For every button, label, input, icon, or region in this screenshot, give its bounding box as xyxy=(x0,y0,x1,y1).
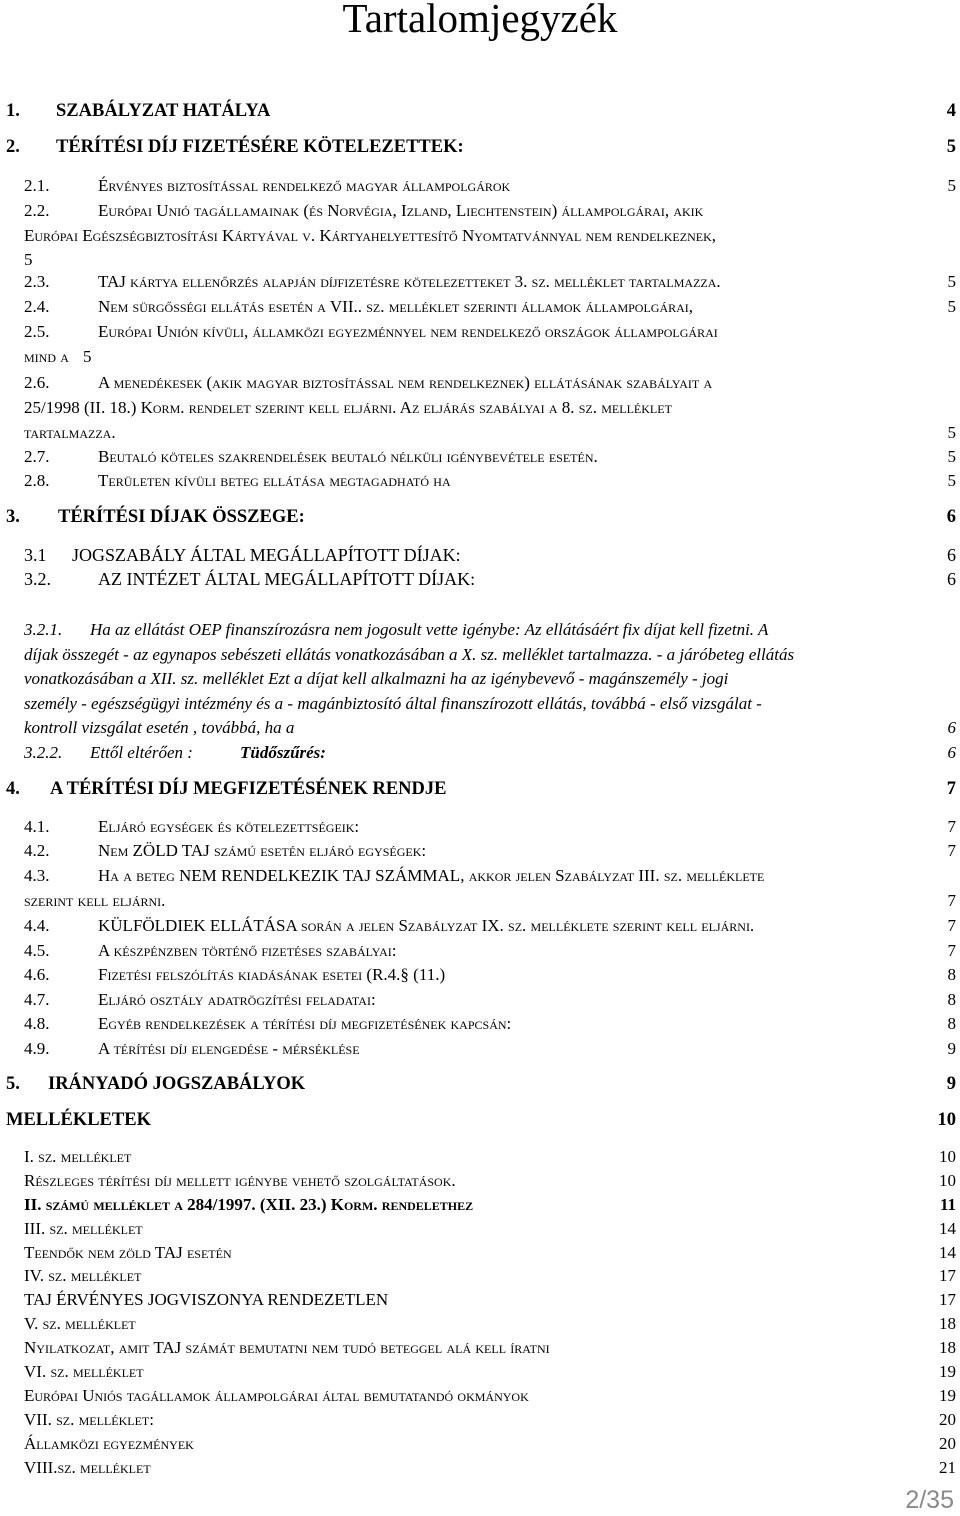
toc-entry-number: 2.6. xyxy=(24,373,50,392)
toc-entry-page: 5 xyxy=(24,250,33,269)
toc-entry-continuation: Európai Egészségbiztosítási Kártyával v. Kártyahelyettesítő Nyomtatvánnyal nem rendelkeznek, xyxy=(24,226,716,245)
toc-entry-title: TAJ kártya ellenőrzés alapján díjfizetésre kötelezetteket 3. sz. melléklet tartalmazza. xyxy=(98,272,721,291)
toc-entry-page: 9 xyxy=(947,1039,956,1058)
toc-entry-number: 4.4. xyxy=(24,916,50,935)
toc-entry-title: IRÁNYADÓ JOGSZABÁLYOK xyxy=(48,1074,306,1094)
toc-entry-continuation: vonatkozásában a XII. sz. melléklet Ezt a díjat kell alkalmazni ha az igénybevevő - magánszemély - jogi xyxy=(24,669,729,688)
toc-entry-number: 3.2.1. xyxy=(24,620,63,639)
toc-entry-page: 14 xyxy=(939,1243,956,1262)
toc-entry-title: Európai Unió tagállamainak (és Norvégia, Izland, Liechtenstein) állampolgárai, akik xyxy=(98,201,704,220)
toc-entry-page: 9 xyxy=(946,1074,956,1094)
toc-entry-title: JOGSZABÁLY ÁLTAL MEGÁLLAPÍTOTT DÍJAK: xyxy=(72,545,461,565)
toc-entry-page: 17 xyxy=(939,1266,956,1285)
toc-entry-page: 6 xyxy=(947,718,956,737)
toc-entry-title: Ettől eltérően : xyxy=(90,743,193,762)
toc-entry-number: 4.7. xyxy=(24,990,50,1009)
toc-entry-title: MELLÉKLETEK xyxy=(6,1110,151,1130)
toc-entry-page: 5 xyxy=(947,272,956,291)
toc-entry-page: 5 xyxy=(946,137,956,157)
toc-entry-number: 3.2.2. xyxy=(24,743,63,762)
toc-entry-title: AZ INTÉZET ÁLTAL MEGÁLLAPÍTOTT DÍJAK: xyxy=(98,569,476,589)
toc-entry-title: Eljáró osztály adatrögzítési feladatai: xyxy=(98,990,376,1009)
toc-entry-page: 8 xyxy=(947,1014,956,1033)
toc-entry-continuation: díjak összegét - az egynapos sebészeti ellátás vonatkozásában a X. sz. melléklet tartalmazza. - a járóbeteg ellátás xyxy=(24,645,795,664)
toc-entry-page: 5 xyxy=(947,447,956,466)
toc-entry-number: 2. xyxy=(6,137,20,157)
toc-entry-title: Nyilatkozat, amit TAJ számát bemutatni nem tudó beteggel alá kell íratni xyxy=(24,1338,550,1357)
toc-entry-page: 20 xyxy=(939,1434,956,1453)
toc-entry-page: 6 xyxy=(947,545,956,565)
toc-entry-number: 2.3. xyxy=(24,272,50,291)
toc-entry-number: 2.5. xyxy=(24,322,50,341)
toc-entry-title: III. sz. melléklet xyxy=(24,1219,143,1238)
toc-entry-number: 3. xyxy=(6,507,20,527)
toc-entry-number: 4. xyxy=(6,779,20,799)
toc-entry-page: 6 xyxy=(946,507,956,527)
toc-entry-number: 2.1. xyxy=(24,176,50,195)
toc-entry-emphasis: Tüdőszűrés: xyxy=(240,743,326,762)
toc-entry-number: 5. xyxy=(6,1074,20,1094)
toc-entry-title: Fizetési felszólítás kiadásának esetei (R.4.§ (11.) xyxy=(98,965,446,984)
toc-entry-title: A TÉRÍTÉSI DÍJ MEGFIZETÉSÉNEK RENDJE xyxy=(50,779,447,799)
toc-entry-title: Beutaló köteles szakrendelések beutaló nélküli igénybevétele esetén. xyxy=(98,447,598,466)
toc-entry-number: 4.3. xyxy=(24,866,50,885)
toc-entry-continuation: 25/1998 (II. 18.) Korm. rendelet szerint kell eljárni. Az eljárás szabályai a 8. sz. melléklet xyxy=(24,398,672,417)
toc-entry-page: 10 xyxy=(939,1147,956,1166)
toc-entry-title: TÉRÍTÉSI DÍJ FIZETÉSÉRE KÖTELEZETTEK: xyxy=(56,137,464,157)
toc-entry-page: 8 xyxy=(947,990,956,1009)
toc-entry-page: 7 xyxy=(947,817,956,836)
toc-entry-title: Ha a beteg NEM RENDELKEZIK TAJ SZÁMMAL, akkor jelen Szabályzat III. sz. melléklete xyxy=(98,866,765,885)
toc-entry-page: 19 xyxy=(939,1386,956,1405)
toc-entry-title: VII. sz. melléklet: xyxy=(24,1410,154,1429)
toc-entry-title: Teendők nem zöld TAJ esetén xyxy=(24,1243,232,1262)
toc-entry-title: Eljáró egységek és kötelezettségeik: xyxy=(98,817,360,836)
toc-entry-page: 18 xyxy=(939,1314,956,1333)
toc-entry-page: 7 xyxy=(947,841,956,860)
toc-entry-title: Területen kívüli beteg ellátása megtagadható ha xyxy=(98,471,451,490)
toc-entry-title: VIII.sz. melléklet xyxy=(24,1458,151,1477)
toc-entry-continuation: személy - egészségügyi intézmény és a - magánbiztosító által finanszírozott ellátás, továbbá - első vizsgálat - xyxy=(24,694,762,713)
toc-entry-page: 4 xyxy=(946,101,956,121)
toc-entry-page: 5 xyxy=(947,471,956,490)
toc-entry-continuation: tartalmazza. xyxy=(24,423,116,442)
toc-entry-title: KÜLFÖLDIEK ELLÁTÁSA során a jelen Szabályzat IX. sz. melléklete szerint kell eljárni. xyxy=(98,916,755,935)
toc-entry-page: 20 xyxy=(939,1410,956,1429)
toc-entry-page: 19 xyxy=(939,1362,956,1381)
toc-entry-title: A készpénzben történő fizetéses szabályai: xyxy=(98,941,397,960)
toc-entry-title: VI. sz. melléklet xyxy=(24,1362,144,1381)
toc-entry-continuation: kontroll vizsgálat esetén , továbbá, ha a xyxy=(24,718,295,737)
toc-entry-page: 8 xyxy=(947,965,956,984)
toc-entry-number: 2.4. xyxy=(24,297,50,316)
toc-entry-continuation: szerint kell eljárni. xyxy=(24,891,166,910)
toc-entry-title: Európai Unión kívüli, államközi egyezménnyel nem rendelkező országok állampolgárai xyxy=(98,322,718,341)
toc-entry-title: Európai Uniós tagállamok állampolgárai által bemutatandó okmányok xyxy=(24,1386,529,1405)
toc-entry-page: 5 xyxy=(947,423,956,442)
toc-entry-page: 7 xyxy=(947,891,956,910)
toc-entry-number: 3.1 xyxy=(24,545,47,565)
page-counter: 2/35 xyxy=(905,1486,954,1514)
toc-entry-page: 10 xyxy=(937,1110,956,1130)
toc-entry-title: Egyéb rendelkezések a térítési díj megfizetésének kapcsán: xyxy=(98,1014,512,1033)
toc-entry-title: V. sz. melléklet xyxy=(24,1314,136,1333)
toc-entry-title: I. sz. melléklet xyxy=(24,1147,132,1166)
toc-entry-title: Érvényes biztosítással rendelkező magyar állampolgárok xyxy=(98,176,511,195)
toc-entry-title: Államközi egyezmények xyxy=(24,1434,194,1453)
toc-entry-page: 7 xyxy=(946,779,956,799)
toc-entry-page: 10 xyxy=(939,1171,956,1190)
toc-entry-number: 1. xyxy=(6,101,20,121)
toc-entry-page: 17 xyxy=(939,1290,956,1309)
toc-entry-title: Ha az ellátást OEP finanszírozásra nem jogosult vette igénybe: Az ellátásáért fix díjat kell fizetni. A xyxy=(90,620,769,639)
toc-entry-title: A térítési díj elengedése - mérséklése xyxy=(98,1039,360,1058)
toc-entry-number: 4.2. xyxy=(24,841,50,860)
toc-entry-number: 4.1. xyxy=(24,817,50,836)
toc-entry-number: 2.2. xyxy=(24,201,50,220)
toc-entry-page: 21 xyxy=(939,1458,956,1477)
toc-entry-page: 14 xyxy=(939,1219,956,1238)
toc-entry-page: 5 xyxy=(83,347,92,366)
toc-entry-page: 5 xyxy=(947,297,956,316)
toc-entry-page: 7 xyxy=(947,916,956,935)
toc-entry-title: Részleges térítési díj mellett igénybe vehető szolgáltatások. xyxy=(24,1171,456,1190)
page-title: Tartalomjegyzék xyxy=(342,0,618,41)
toc-entry-continuation: mind a xyxy=(24,347,69,366)
toc-entry-title: A menedékesek (akik magyar biztosítással nem rendelkeznek) ellátásának szabályait a xyxy=(98,373,713,392)
toc-entry-page: 6 xyxy=(947,569,956,589)
toc-entry-number: 2.7. xyxy=(24,447,50,466)
toc-entry-title: Nem ZÖLD TAJ számú esetén eljáró egységek: xyxy=(98,841,427,860)
toc-entry-number: 2.8. xyxy=(24,471,50,490)
toc-entry-page: 5 xyxy=(947,176,956,195)
toc-entry-number: 4.6. xyxy=(24,965,50,984)
toc-entry-title: Nem sürgősségi ellátás esetén a VII.. sz. melléklet szerinti államok állampolgárai, xyxy=(98,297,694,316)
toc-entry-number: 4.9. xyxy=(24,1039,50,1058)
toc-entry-number: 4.8. xyxy=(24,1014,50,1033)
toc-entry-page: 11 xyxy=(939,1195,956,1214)
toc-entry-title: TAJ ÉRVÉNYES JOGVISZONYA RENDEZETLEN xyxy=(24,1290,389,1309)
toc-entry-page: 7 xyxy=(947,941,956,960)
toc-entry-title: SZABÁLYZAT HATÁLYA xyxy=(56,101,271,121)
toc-entry-page: 18 xyxy=(939,1338,956,1357)
toc-entry-number: 4.5. xyxy=(24,941,50,960)
toc-entry-number: 3.2. xyxy=(24,569,51,589)
toc-entry-title: TÉRÍTÉSI DÍJAK ÖSSZEGE: xyxy=(58,507,305,527)
toc-entry-title: II. számú melléklet a 284/1997. (XII. 23.) Korm. rendelethez xyxy=(24,1195,474,1214)
toc-entry-title: IV. sz. melléklet xyxy=(24,1266,142,1285)
toc-entry-page: 6 xyxy=(947,743,956,762)
